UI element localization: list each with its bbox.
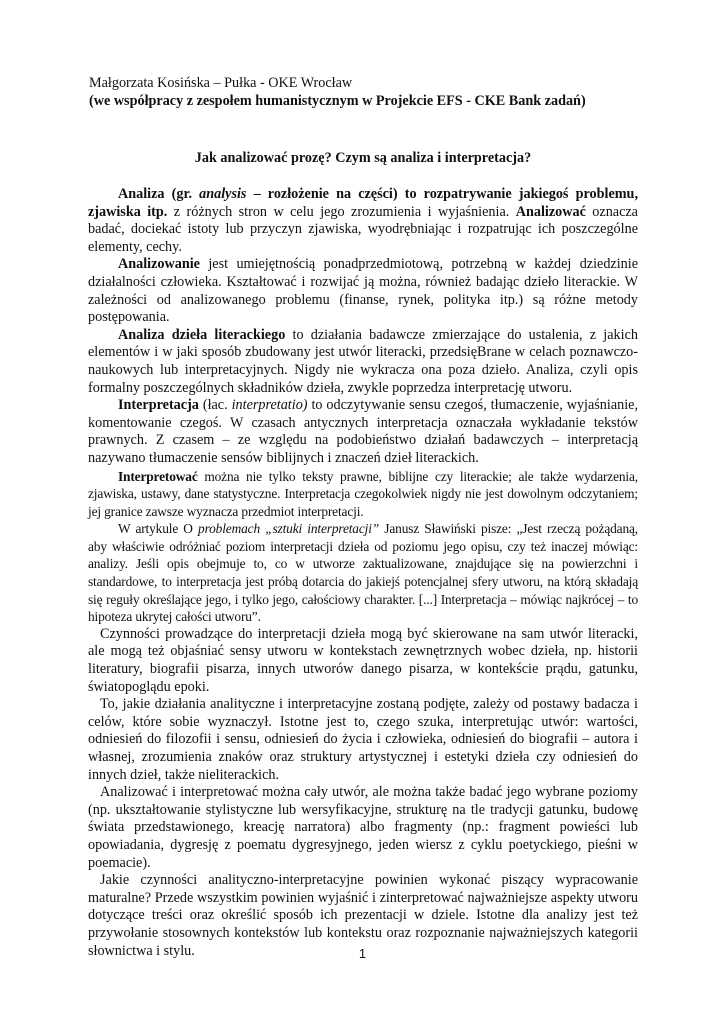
interpretowac-text: można nie tylko teksty prawne, biblijne czy literackie; ale także wydarzenia, zjawiska, ustawy, dane statystyczne. Interpretacja czegokolwiek nigdy nie jest dowolnym odczytaniem; jej granice zawsze wyznacza przedmiot interpretacji. (88, 468, 638, 519)
term-interpretacja: Interpretacja (118, 397, 199, 414)
interpretacja-text-1: (łac. (198, 397, 232, 414)
paragraph-analiza (88, 186, 638, 256)
paragraph-dzialania: To, jakie działania analityczne i interpretacyjne zostaną podjęte, zależy od postawy badacza i celów, które sobie wyznaczył. Istotne jest to, czego szuka, interpretując utwór: wartości, odniesień do filozofii i sensu, odniesień do życia i człowieka, odniesień do biografii – autora i własnej, zrozumienia znaków oraz struktury artystycznej i estetyki dzieła czy odniesień do innych dzieł, także nieliterackich. (88, 696, 638, 783)
paragraph-analiza-dziela (88, 327, 638, 397)
term-analiza-dziela: Analiza dzieła literackiego (118, 326, 286, 343)
slawinski-text-1: W artykule O (118, 521, 199, 537)
term-analiza: Analiza (gr. (118, 186, 200, 202)
paragraph-analizowac-caly: Analizować i interpretować można cały utwór, ale można także badać jego wybrane poziomy (np. ukształtowanie stylistyczne lub wersyfikacyjne, strukturę na tle tradycji gatunku, budowę świata przedstawionego, kreację narratora) albo fragmenty (np.: fragment powieści lub opowiadania, dygresję z poematu dygresyjnego, jeden wiersz z cyklu poetyckiego, pieśni w poemacie). (88, 784, 638, 871)
paragraph-interpretacja (88, 397, 638, 467)
paragraph-czynnosci: Czynności prowadzące do interpretacji dzieła mogą być skierowane na sam utwór literacki, ale mogą też objaśniać sensy utworu w kontekstach zewnętrznych wobec dzieła, np. historii literatury, biografii pisarza, innych utworów danego pisarza, w kontekście prądu, gatunku, światopoglądu epoki. (88, 625, 638, 695)
analizowanie-text: jest umiejętnością ponadprzedmiotową, potrzebną w każdej dziedzinie działalności człowieka. Kształtować i rozwijać ją można, również badając dzieło literackie. W zależności od analizowanego problemu (finanse, rynek, polityka itp.) są różne metody postępowania. (88, 256, 638, 326)
author-line: Małgorzata Kosińska – Pułka - OKE Wrocław (89, 75, 353, 91)
paragraph-interpretowac (88, 468, 638, 521)
term-analysis: analysis (199, 186, 247, 202)
article-title: problemach „sztuki interpretacji” (198, 521, 380, 537)
page-title: Jak analizować prozę? Czym są analiza i interpretacja? (194, 150, 532, 166)
analiza-text: z różnych stron w celu jego zrozumienia i wyjaśnienia. (167, 203, 516, 220)
paragraph-matura: Jakie czynności analityczno-interpretacyjne powinien wykonać piszący wypracowanie maturalne? Przede wszystkim powinien wyjaśnić i zinterpretować najważniejsze aspekty utworu dotyczące treści oraz określić sposób ich prezentacji w dziele. Istotne dla analizy jest też przywołanie stosownych kontekstów lub kontekstu oraz rozpoznanie najważniejszych kategorii słownictwa i stylu. (88, 872, 638, 959)
slawinski-text-2: Janusz Sławiński pisze: „Jest rzeczą pożądaną, aby właściwie odróżniać poziom interpretacji dzieła od poziomu jego opisu, czy też inaczej mówiąc: analizy. Jeśli opis obejmuje to, co w utworze zaktualizowane, znajdujące się na powierzchni i standardowe, to interpretacja jest próbą dotarcia do jakiejś potencjalnej sfery utworu, na którą składają się reguły określające jego, i tylko jego, całościowy charakter. [...] Interpretacja – mówiąc najkrócej – to hipoteza ukrytej całości utworu”. (88, 521, 638, 625)
analiza-definition: – rozłożenie na części) to rozpatrywanie jakiegoś problemu, zjawiska itp. (88, 186, 638, 220)
term-interpretowac: Interpretować (118, 468, 198, 484)
paragraph-slawinski-quote (88, 520, 638, 626)
cooperation-line: (we współpracy z zespołem humanistycznym w Projekcie EFS - CKE Bank zadań) (89, 92, 586, 109)
interpretacja-text-2: to odczytywanie sensu czegoś, tłumaczenie, wyjaśnianie, komentowanie czegoś. W czasach antycznych interpretacja oznaczała wykładanie tekstów prawnych. Z czasem – ze względu na podobieństwo działań badawczych – interpretacją nazywano tłumaczenie sensów biblijnych i znaczeń dzieł literackich. (88, 397, 639, 466)
analizowac-text: oznacza badać, dociekać istoty lub przyczyn zjawiska, wyodrębniając i rozpatrując ich poszczególne elementy, cechy. (88, 203, 638, 255)
term-analizowanie: Analizowanie (118, 256, 200, 273)
term-interpretatio: interpretatio) (231, 397, 308, 414)
analiza-dziela-text: to działania badawcze zmierzające do ustalenia, z jakich elementów i w jaki sposób zbudowany jest utwór literacki, przedsięBrane w celach poznawczo-naukowych lub interpretacyjnych. Nigdy nie wykracza ona poza dzieło. Analiza, czyli opis formalny poszczególnych składników dzieła, zwykle poprzedza interpretację utworu. (88, 326, 638, 396)
document-body (88, 186, 638, 960)
page-number: 1 (358, 946, 367, 961)
paragraph-analizowanie (88, 256, 638, 326)
header (89, 75, 649, 110)
term-analizowac: Analizować (515, 203, 586, 220)
